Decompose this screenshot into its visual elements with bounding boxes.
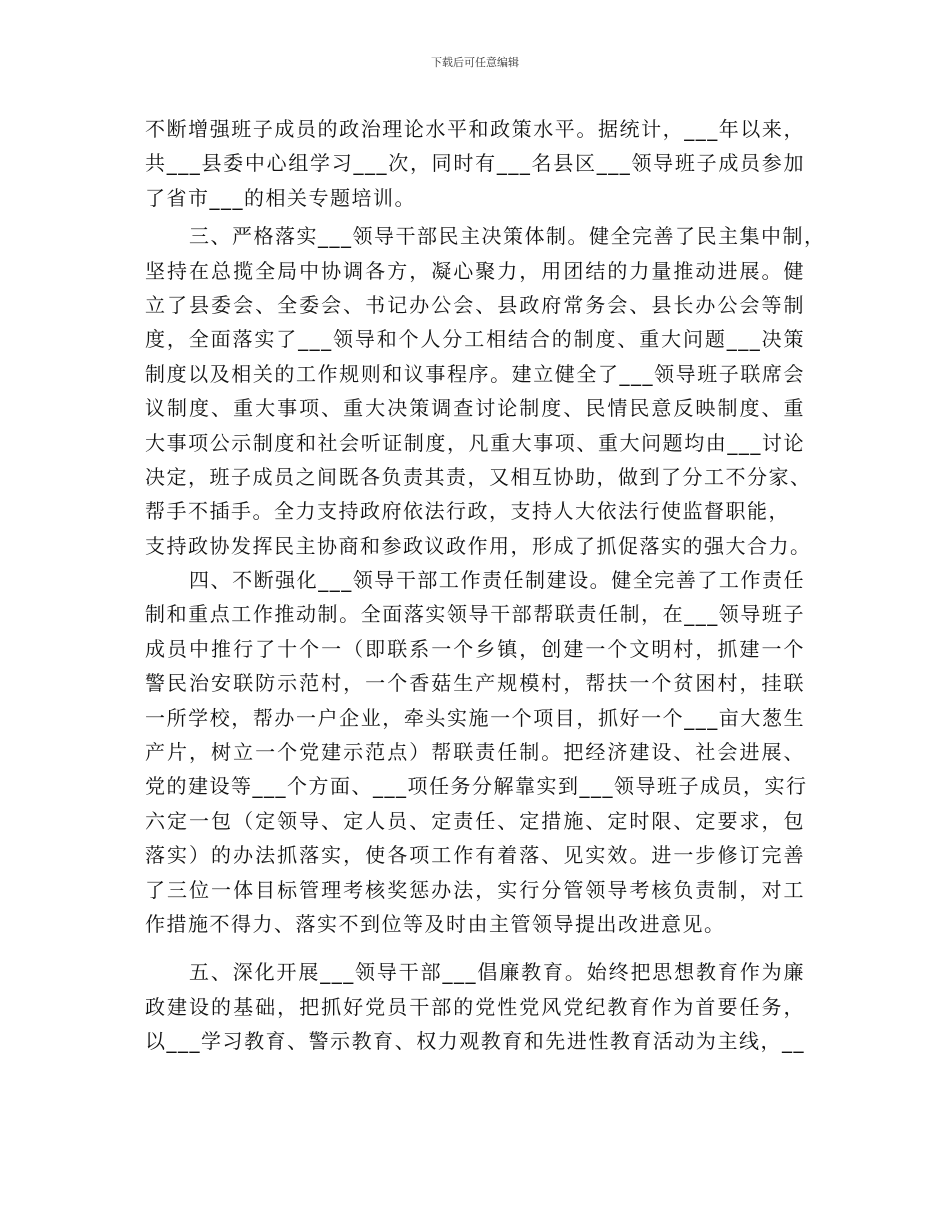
section-heading-line: 三、严格落实___领导干部民主决策体制。健全完善了民主集中制， [189,224,826,249]
text-line: 议制度、重大事项、重大决策调查讨论制度、民情民意反映制度、重 [145,396,805,421]
text-line: 不断增强班子成员的政治理论水平和政策水平。据统计，___年以来， [145,117,805,141]
text-line: 了三位一体目标管理考核奖惩办法，实行分管领导考核负责制，对工 [145,877,805,902]
text-line: 决定，班子成员之间既各负责其责，又相互协助，做到了分工不分家、 [145,464,812,489]
text-line: 制和重点工作推动制。全面落实领导干部帮联责任制，在___领导班子 [145,602,805,627]
document-body [145,112,826,1059]
section-heading-line: 五、深化开展___领导干部___倡廉教育。始终把思想教育作为廉 [189,960,805,985]
text-line: 大事项公示制度和社会听证制度，凡重大事项、重大问题均由___讨论 [145,430,805,455]
text-line: 政建设的基础，把抓好党员干部的党性党风党纪教育作为首要任务， [145,994,805,1019]
paragraph-section-3 [145,219,826,563]
text-line: 党的建设等___个方面、___项任务分解靠实到___领导班子成员，实行 [145,774,808,799]
text-line: 六定一包（定领导、定人员、定责任、定措施、定时限、定要求，包 [145,808,805,833]
text-line: 度，全面落实了___领导和个人分工相结合的制度、重大问题___决策 [145,327,805,352]
text-line: 一所学校，帮办一户企业，牵头实施一个项目，抓好一个___亩大葱生 [145,705,805,730]
paragraph-section-4 [145,563,808,941]
text-line: 作措施不得力、落实不到位等及时由主管领导提出改进意见。 [145,911,726,936]
text-line: 了省市___的相关专题培训。 [145,185,416,210]
text-line: 支持政协发挥民主协商和参政议政作用，形成了抓促落实的强大合力。 [145,533,812,558]
text-line: 产片，树立一个党建示范点）帮联责任制。把经济建设、社会进展、 [145,740,805,765]
paragraph-section-5 [145,955,805,1058]
paragraph-study [145,112,805,215]
text-line: 共___县委中心组学习___次，同时有___名县区___领导班子成员参加 [145,151,805,176]
text-line: 立了县委会、全委会、书记办公会、县政府常务会、县长办公会等制 [145,292,805,317]
page-header: 下载后可任意编辑 [431,56,519,69]
text-line: 坚持在总揽全局中协调各方，凝心聚力，用团结的力量推动进展。健 [145,258,805,283]
text-line: 警民治安联防示范村，一个香菇生产规模村，帮扶一个贫困村，挂联 [145,671,805,696]
text-line: 制度以及相关的工作规则和议事程序。建立健全了___领导班子联席会 [145,361,805,386]
section-heading-line: 四、不断强化___领导干部工作责任制建设。健全完善了工作责任 [189,568,805,593]
text-line: 以___学习教育、警示教育、权力观教育和先进性教育活动为主线，__ [145,1029,805,1054]
text-line: 成员中推行了十个一（即联系一个乡镇，创建一个文明村，抓建一个 [145,636,805,661]
text-line: 帮手不插手。全力支持政府依法行政，支持人大依法行使监督职能， [145,499,790,524]
text-line: 落实）的办法抓落实，使各项工作有着落、见实效。进一步修订完善 [145,843,805,868]
